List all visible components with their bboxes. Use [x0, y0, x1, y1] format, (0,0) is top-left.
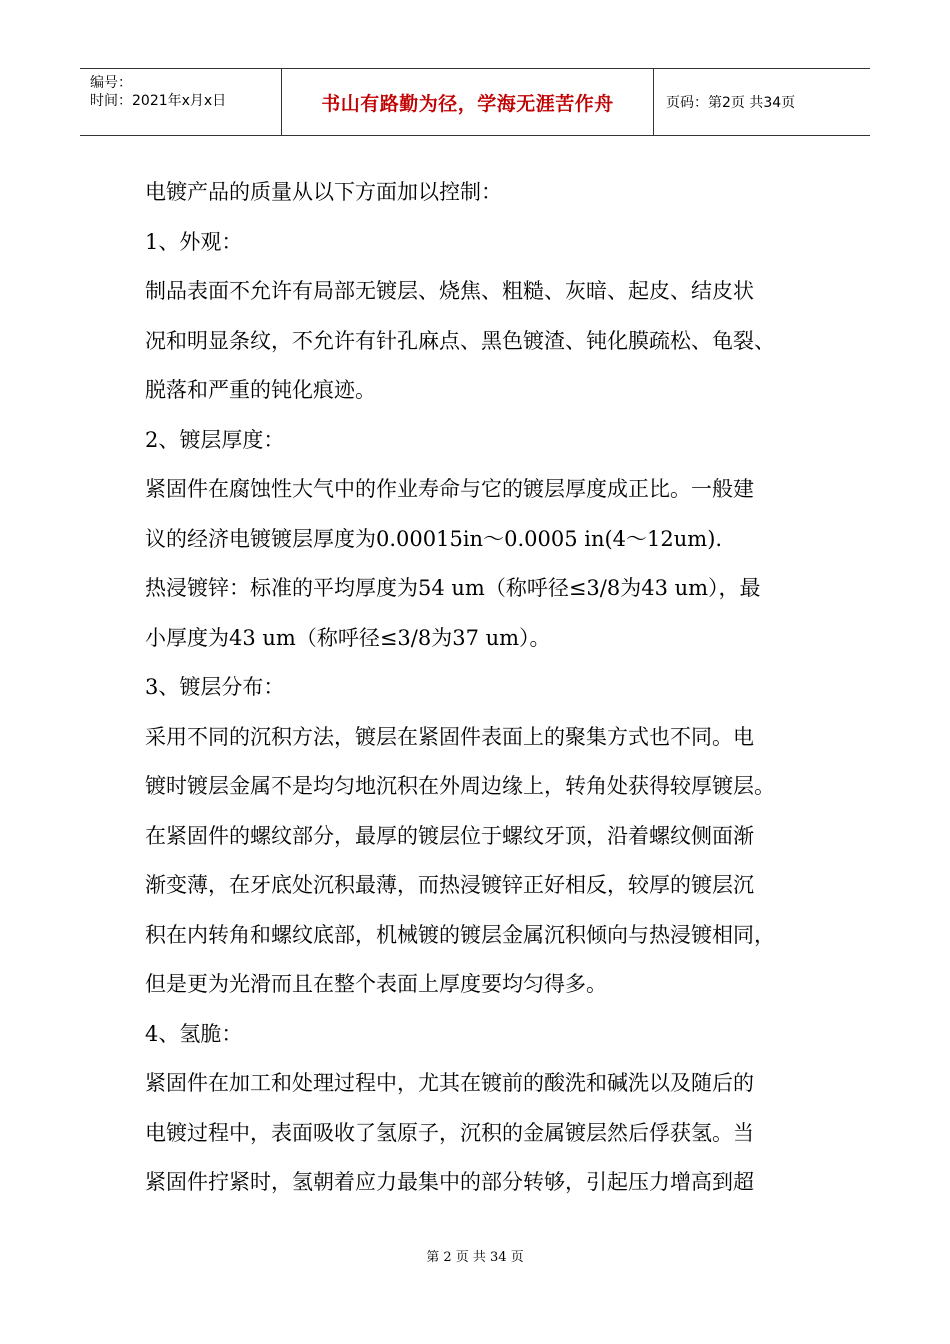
body-line: 电镀过程中，表面吸收了氢原子，沉积的金属镀层然后俘获氢。当	[145, 1120, 754, 1145]
body-line: 况和明显条纹，不允许有针孔麻点、黑色镀渣、钝化膜疏松、龟裂、	[145, 328, 775, 353]
body-line: 紧固件在加工和处理过程中，尤其在镀前的酸洗和碱洗以及随后的	[145, 1071, 754, 1095]
body-line: 脱落和严重的钝化痕迹。	[145, 378, 376, 402]
body-line: 渐变薄，在牙底处沉积最薄，而热浸镀锌正好相反，较厚的镀层沉	[145, 873, 754, 897]
section-heading-thickness: 2、镀层厚度：	[145, 427, 285, 452]
body-line: 在紧固件的螺纹部分，最厚的镀层位于螺纹牙顶，沿着螺纹侧面渐	[145, 823, 754, 848]
body-line: 电镀产品的质量从以下方面加以控制：	[145, 180, 502, 204]
body-line: 制品表面不允许有局部无镀层、烧焦、粗糙、灰暗、起皮、结皮状	[145, 279, 754, 303]
body-line: 紧固件在腐蚀性大气中的作业寿命与它的镀层厚度成正比。一般建	[145, 477, 754, 501]
body-line: 镀时镀层金属不是均匀地沉积在外周边缘上，转角处获得较厚镀层。	[145, 774, 775, 798]
body-line: 紧固件拧紧时，氢朝着应力最集中的部分转够，引起压力增高到超	[145, 1170, 754, 1194]
document-body	[145, 168, 835, 1208]
section-heading-distribution: 3、镀层分布：	[145, 675, 285, 699]
header-motto: 书山有路勤为径，学海无涯苦作舟	[321, 92, 614, 115]
header-page-info: 页码：第2页 共34页	[666, 95, 796, 111]
document-number-label: 编号：	[90, 75, 132, 91]
section-heading-hydrogen-embrittlement: 4、氢脆：	[145, 1021, 243, 1046]
body-line: 采用不同的沉积方法，镀层在紧固件表面上的聚集方式也不同。电	[145, 724, 754, 749]
section-heading-appearance: 1、外观：	[145, 229, 243, 254]
page-header	[80, 68, 870, 136]
header-motto-cell	[282, 69, 654, 135]
page-footer: 第 2 页 共 34 页	[426, 1250, 524, 1265]
header-page-info-cell	[654, 69, 870, 135]
body-line: 小厚度为43 um（称呼径≤3/8为37 um）。	[145, 625, 551, 650]
body-line: 但是更为光滑而且在整个表面上厚度要均匀得多。	[145, 972, 607, 996]
body-line: 积在内转角和螺纹底部，机械镀的镀层金属沉积倾向与热浸镀相同，	[145, 922, 775, 947]
document-date-label: 时间：2021年x月x日	[90, 93, 227, 109]
body-line: 议的经济电镀镀层厚度为0.00015in～0.0005 in(4～12um).	[145, 526, 723, 551]
header-meta-cell	[80, 69, 282, 135]
body-line: 热浸镀锌：标准的平均厚度为54 um（称呼径≤3/8为43 um），最	[145, 576, 761, 600]
